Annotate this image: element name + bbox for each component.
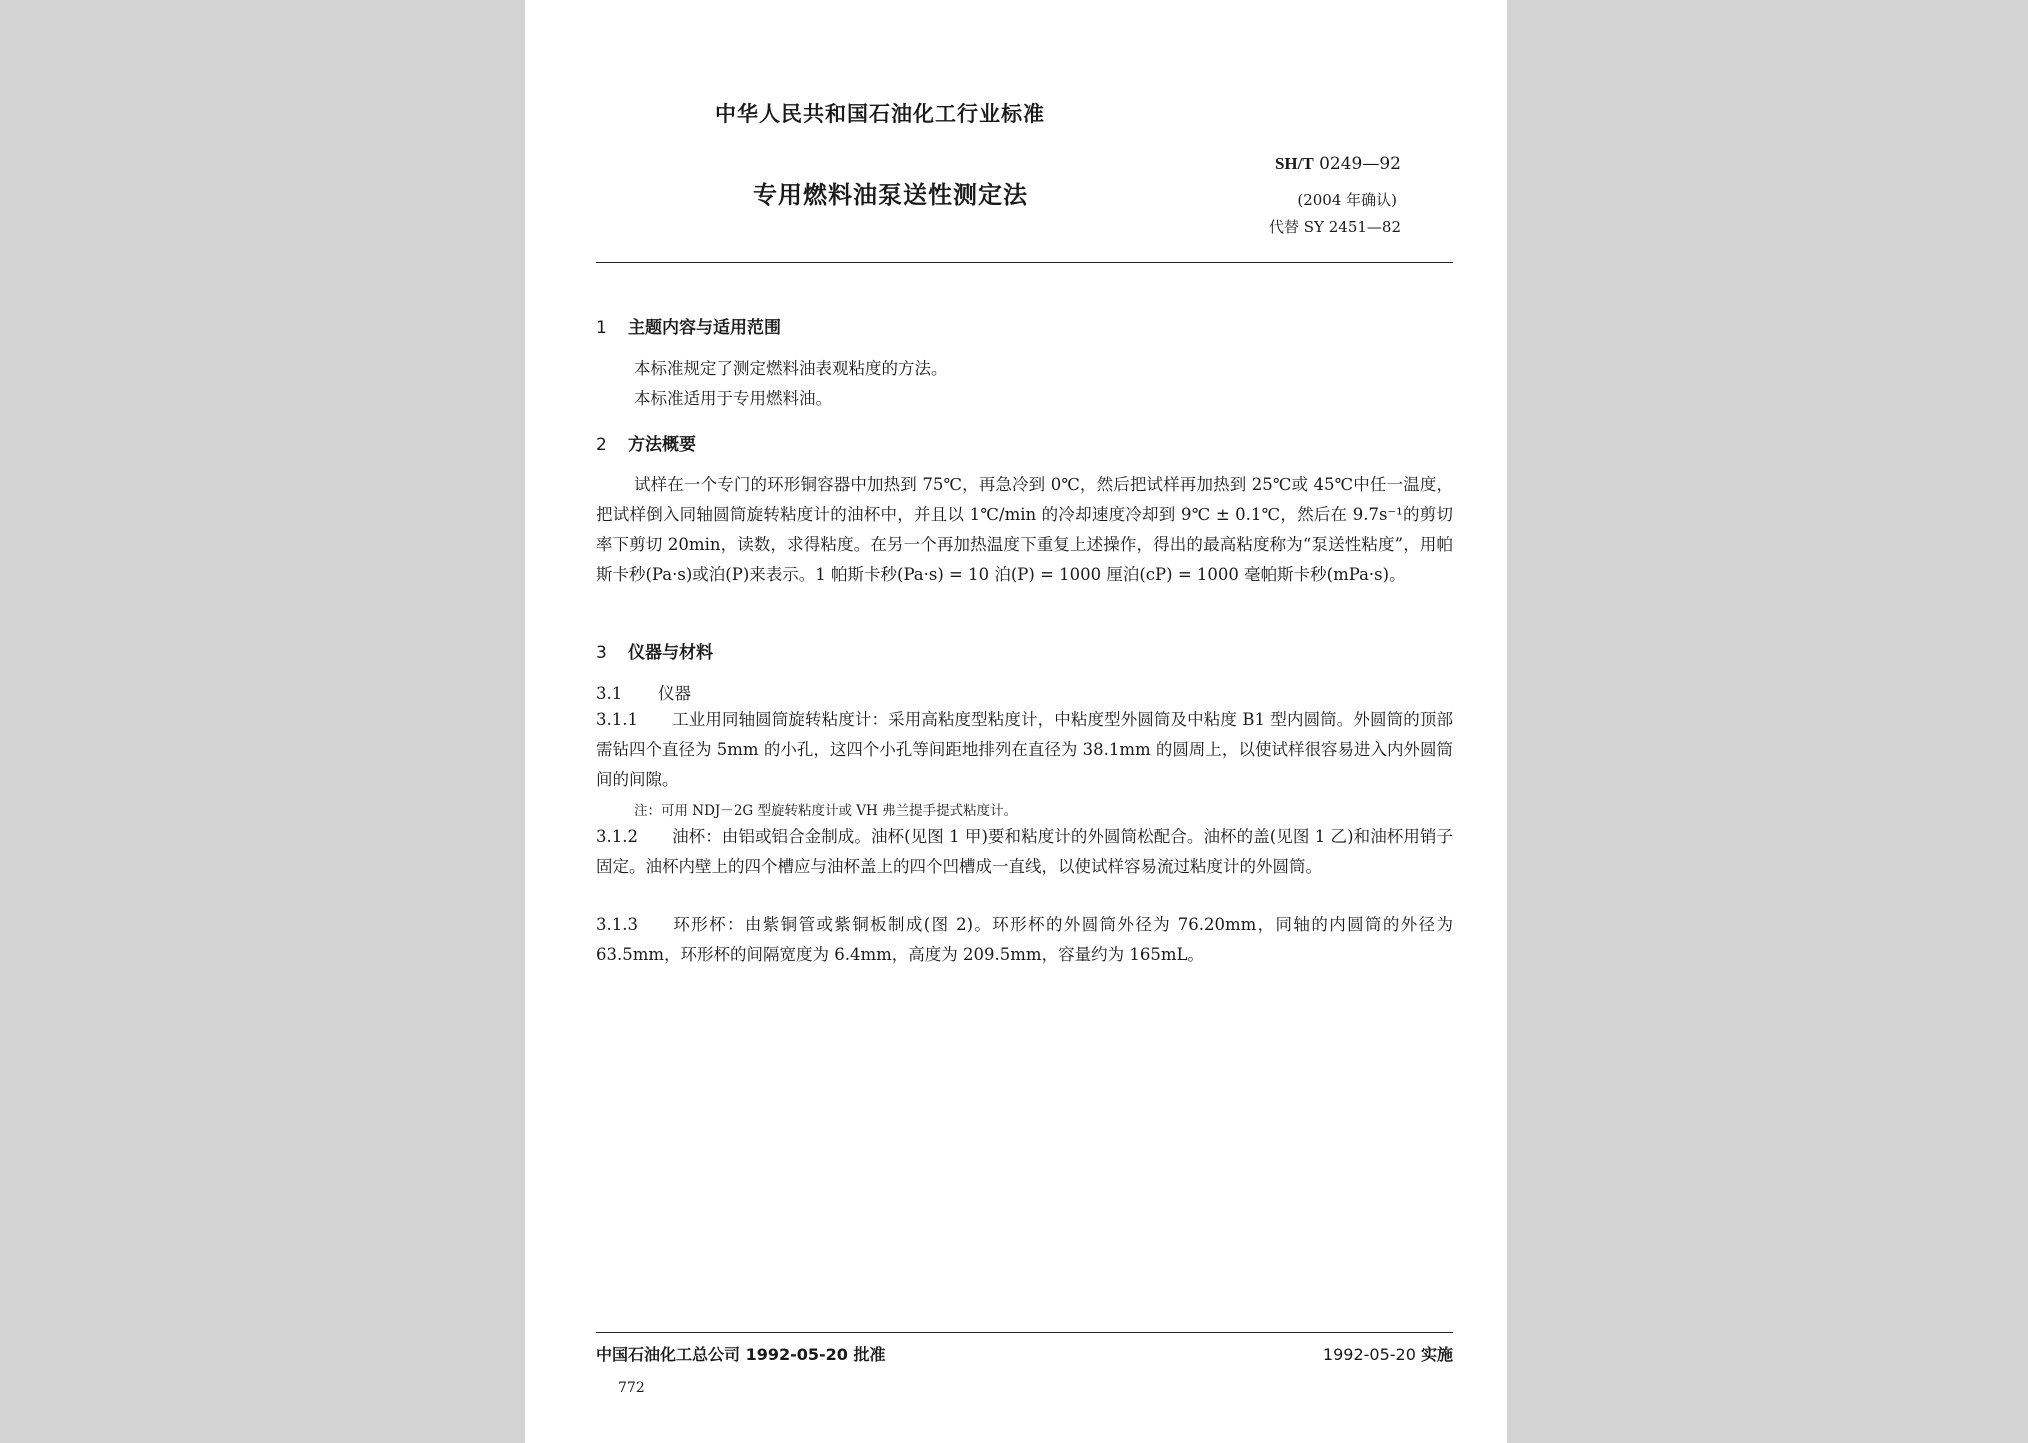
subsection-3-1-2 bbox=[596, 822, 1453, 882]
approval-note: 中国石油化工总公司 1992-05-20 批准 bbox=[596, 1345, 886, 1364]
section-2-paragraph: 试样在一个专门的环形铜容器中加热到 75℃，再急冷到 0℃，然后把试样再加热到 25℃或 45℃中任一温度，把试样倒入同轴圆筒旋转粘度计的油杯中，并且以 1℃/min 的冷却速度冷却到 9℃ ± 0.1℃，然后在 9.7s⁻¹的剪切率下剪切 20min，读数，求得粘度。在另一个再加热温度下重复上述操作，得出的最高粘度称为“泵送性粘度”，用帕斯卡秒(Pa·s)或泊(P)来表示。1 帕斯卡秒(Pa·s) = 10 泊(P) = 1000 厘泊(cP) = 1000 毫帕斯卡秒(mPa·s)。 bbox=[596, 475, 1453, 584]
subsection-3-1-label: 仪器 bbox=[658, 684, 691, 703]
subsection-3-1-2-text: 油杯：由铝或铝合金制成。油杯(见图 1 甲)要和粘度计的外圆筒松配合。油杯的盖(见图 1 乙)和油杯用销子固定。油杯内壁上的四个槽应与油杯盖上的四个凹槽成一直线，以使试样容易流过粘度计的外圆筒。 bbox=[596, 827, 1453, 876]
section-2-title: 方法概要 bbox=[628, 435, 696, 455]
subsection-3-1-number: 3.1 bbox=[596, 684, 623, 703]
subsection-3-1-2-number: 3.1.2 bbox=[596, 827, 638, 846]
section-1-line-2: 本标准适用于专用燃料油。 bbox=[634, 389, 832, 408]
document-page bbox=[525, 0, 1507, 1443]
section-3-title: 仪器与材料 bbox=[628, 643, 713, 663]
confirmation-note: (2004 年确认) bbox=[1297, 191, 1397, 209]
replaces-note: 代替 SY 2451—82 bbox=[1269, 218, 1401, 236]
section-2-number: 2 bbox=[596, 435, 607, 455]
subsection-3-1-1-note: 注：可用 NDJ－2G 型旋转粘度计或 VH 弗兰提手提式粘度计。 bbox=[634, 803, 1018, 819]
subsection-3-1-1-text: 工业用同轴圆筒旋转粘度计：采用高粘度型粘度计，中粘度型外圆筒及中粘度 B1 型内圆筒。外圆筒的顶部需钻四个直径为 5mm 的小孔，这四个小孔等间距地排列在直径为 38.1mm 的圆周上，以使试样很容易进入内外圆筒间的间隙。 bbox=[596, 710, 1453, 789]
section-1-title: 主题内容与适用范围 bbox=[628, 318, 781, 338]
effective-date: 1992-05-20 bbox=[1322, 1345, 1416, 1364]
subsection-3-1-1-number: 3.1.1 bbox=[596, 710, 638, 729]
section-3-number: 3 bbox=[596, 643, 607, 663]
section-2-heading bbox=[596, 430, 696, 455]
national-standard-label: 中华人民共和国石油化工行业标准 bbox=[715, 102, 1045, 126]
header-divider bbox=[596, 262, 1453, 263]
subsection-3-1 bbox=[596, 680, 691, 704]
standard-code-prefix: SH/T bbox=[1274, 154, 1314, 173]
subsection-3-1-1 bbox=[596, 705, 1453, 795]
standard-code-number: 0249—92 bbox=[1319, 154, 1401, 174]
subsection-3-1-3 bbox=[596, 910, 1453, 970]
section-1-heading bbox=[596, 313, 781, 338]
section-1-number: 1 bbox=[596, 318, 607, 338]
section-1-line-1: 本标准规定了测定燃料油表观粘度的方法。 bbox=[634, 359, 948, 378]
subsection-3-1-3-number: 3.1.3 bbox=[596, 915, 638, 934]
subsection-3-1-3-text: 环形杯：由紫铜管或紫铜板制成(图 2)。环形杯的外圆筒外径为 76.20mm，同轴的内圆筒的外径为 63.5mm，环形杯的间隔宽度为 6.4mm，高度为 209.5mm，容量约为 165mL。 bbox=[596, 915, 1453, 964]
standard-code bbox=[1275, 154, 1401, 174]
section-3-heading bbox=[596, 638, 713, 663]
page-number: 772 bbox=[618, 1380, 645, 1396]
footer-divider bbox=[596, 1332, 1453, 1333]
effective-note bbox=[1323, 1342, 1453, 1365]
document-title: 专用燃料油泵送性测定法 bbox=[753, 181, 1028, 209]
effective-label: 实施 bbox=[1420, 1345, 1453, 1364]
